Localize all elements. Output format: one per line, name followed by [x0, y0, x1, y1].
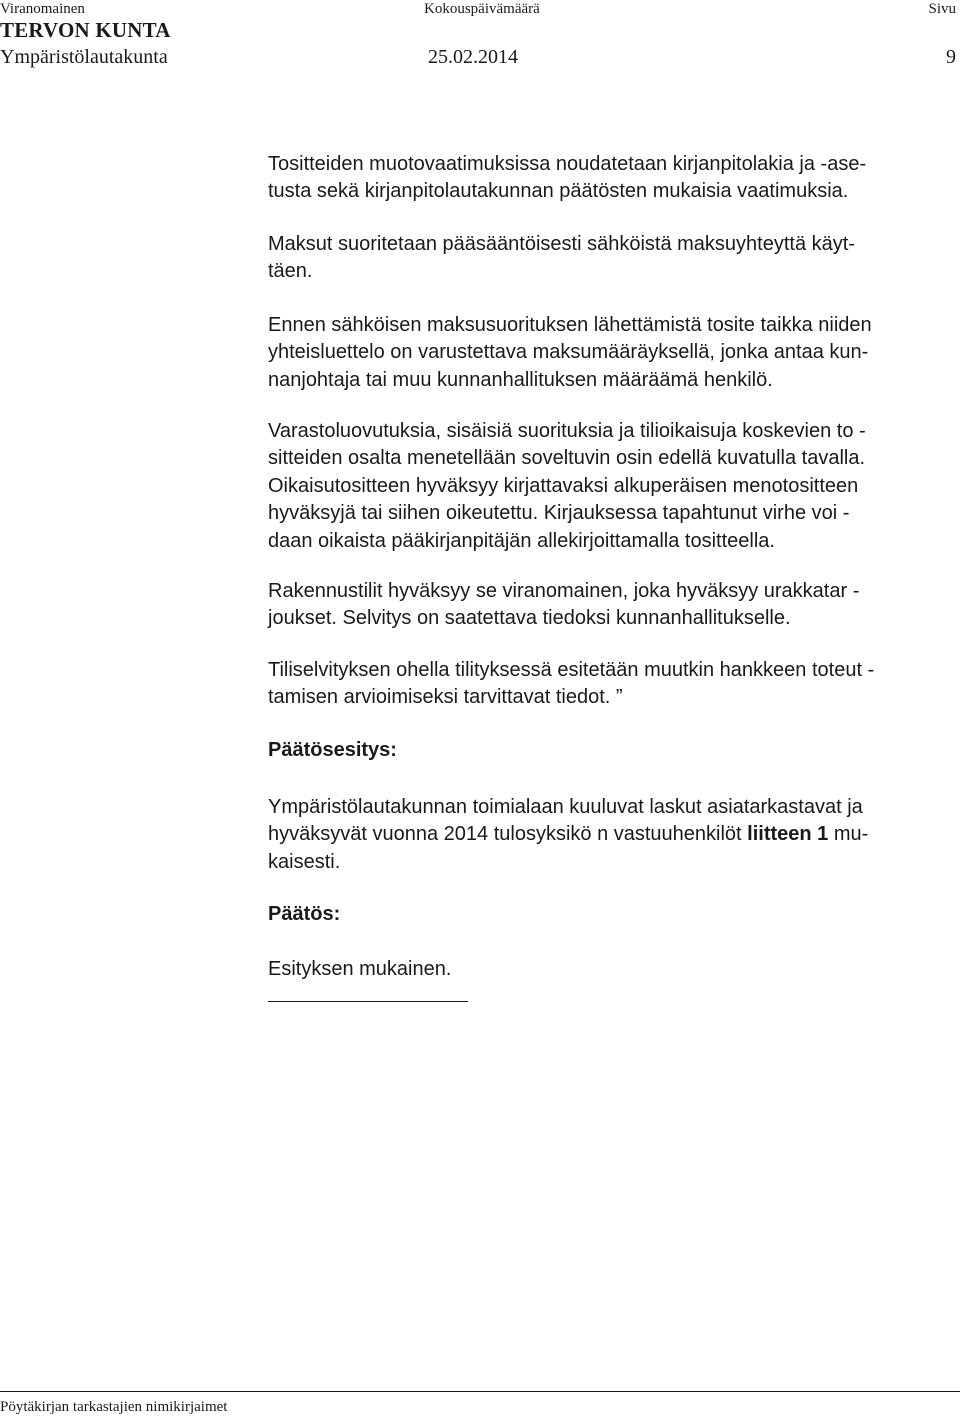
text-line: joukset. Selvitys on saatettava tiedoksi kunnanhallitukselle.: [268, 607, 791, 630]
end-divider: [268, 1001, 468, 1002]
paragraph-electronic-payments: [268, 231, 958, 286]
text-line: tusta sekä kirjanpitolautakunnan päätösten mukaisia vaatimuksia.: [268, 180, 849, 203]
text-line: Tositteiden muotovaatimuksissa noudatetaan kirjanpitolakia ja -ase-: [268, 153, 867, 175]
text-line: sitteiden osalta menetellään soveltuvin osin edellä kuvatulla tavalla.: [268, 447, 866, 470]
text-line: daan oikaista pääkirjanpitäjän allekirjoittamalla tositteella.: [268, 529, 775, 552]
text-line: Oikaisutositteen hyväksyy kirjattavaksi alkuperäisen menotositteen: [268, 474, 859, 497]
text-line: nanjohtaja tai muu kunnanhallituksen määräämä henkilö.: [268, 368, 773, 391]
municipality-name: TERVON KUNTA: [0, 18, 171, 42]
page-number: 9: [946, 46, 956, 68]
text-line: kaisesti.: [268, 850, 341, 873]
decision-heading: Päätös:: [268, 903, 341, 925]
text-line: Esityksen mukainen.: [268, 958, 452, 980]
meeting-date-label: Kokouspäivämäärä: [424, 1, 540, 17]
authority-label: Viranomainen: [0, 1, 85, 17]
meeting-date: 25.02.2014: [428, 46, 518, 68]
text-line: Varastoluovutuksia, sisäisiä suorituksia ja tilioikaisuja koskevien to -: [268, 420, 866, 442]
text-line: täen.: [268, 260, 313, 283]
paragraph-construction-accounts: [268, 578, 958, 633]
paragraph-voucher-requirements: [268, 151, 958, 206]
text-line: Ympäristölautakunnan toimialaan kuuluvat laskut asiatarkastavat ja: [268, 796, 863, 818]
text-run: hyväksyvät vuonna 2014 tulosyksikö n vastuuhenkilöt: [268, 823, 748, 846]
page-label: Sivu: [928, 1, 956, 17]
text-line: tamisen arvioimiseksi tarvittavat tiedot. ”: [268, 686, 623, 709]
board-name: Ympäristölautakunta: [0, 46, 168, 68]
proposal-heading: Päätösesitys:: [268, 739, 397, 761]
text-line: hyväksyjä tai siihen oikeutettu. Kirjauksessa tapahtunut virhe voi -: [268, 502, 850, 525]
paragraph-proposal: [268, 794, 958, 876]
text-line: Rakennustilit hyväksyy se viranomainen, joka hyväksyy urakkatar -: [268, 580, 860, 602]
attachment-reference: liitteen 1: [747, 823, 829, 846]
inspectors-initials-label: Pöytäkirjan tarkastajien nimikirjaimet: [0, 1399, 228, 1415]
text-line: Tiliselvityksen ohella tilityksessä esitetään muutkin hankkeen toteut -: [268, 659, 875, 681]
paragraph-payment-order: [268, 312, 958, 394]
text-line: Maksut suoritetaan pääsääntöisesti sähköistä maksuyhteyttä käyt-: [268, 233, 855, 255]
text-line: Ennen sähköisen maksusuorituksen lähettämistä tosite taikka niiden: [268, 314, 872, 336]
text-line: yhteisluettelo on varustettava maksumääräyksellä, jonka antaa kun-: [268, 341, 869, 364]
paragraph-account-statement: [268, 657, 958, 712]
paragraph-decision: [268, 956, 958, 983]
text-run: mu-: [828, 823, 869, 846]
footer-divider: [0, 1391, 960, 1392]
text-line: [268, 821, 958, 848]
paragraph-internal-vouchers: [268, 418, 958, 555]
